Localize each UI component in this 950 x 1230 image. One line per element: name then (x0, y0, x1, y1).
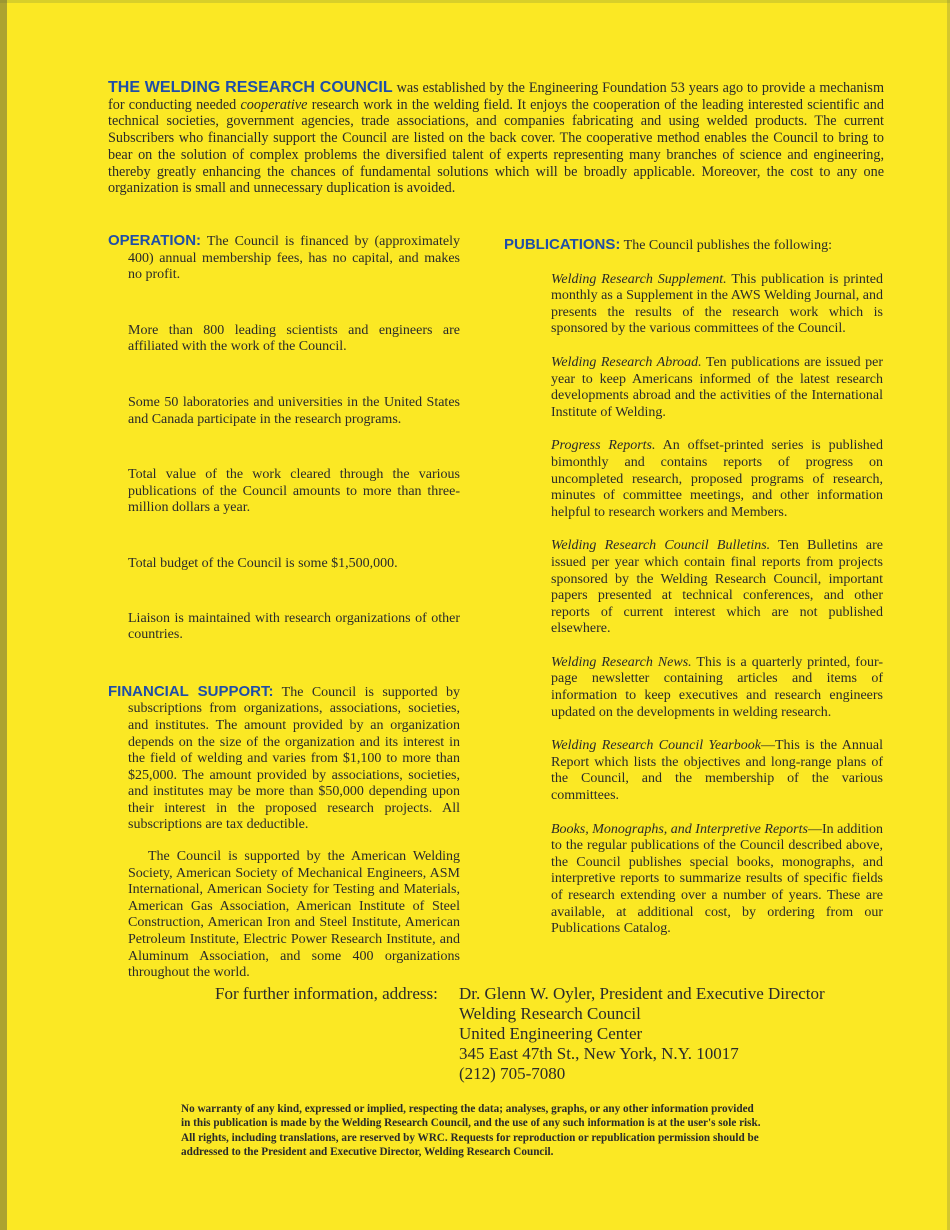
publications-paragraph (504, 237, 883, 255)
disclaimer-line: No warranty of any kind, expressed or implied, respecting the data; analyses, graphs, or any other information provided (181, 1103, 754, 1115)
contact-line: Dr. Glenn W. Oyler, President and Executive Director (459, 984, 825, 1003)
intro-heading: THE WELDING RESEARCH COUNCIL (108, 79, 393, 96)
operation-item: Total budget of the Council is some $1,500,000. (128, 555, 398, 571)
financial-paragraph-2: The Council is supported by the American Welding Society, American Society of Mechanical Engineers, ASM International, American Society for Testing and Materials, American Gas Association, American Institute of Steel Construction, American Iron and Steel Institute, American Petroleum Institute, Electric Power Research Institute, and Aluminum Association, and some 400 organizations throughout the world. (128, 849, 460, 981)
publication-entry (504, 822, 883, 938)
page-left-edge (0, 0, 7, 1230)
contact-line: United Engineering Center (459, 1024, 643, 1043)
contact-line: 345 East 47th St., New York, N.Y. 10017 (459, 1044, 739, 1063)
disclaimer-line: All rights, including translations, are reserved by WRC. Requests for reproduction or republication permission should be (181, 1131, 759, 1144)
disclaimer-line: in this publication is made by the Welding Research Council, and the use of any such information is at the user's sole risk. (181, 1117, 761, 1130)
publications-text: The Council publishes the following: (620, 238, 833, 253)
operation-item: Liaison is maintained with research organizations of other countries. (128, 610, 460, 643)
publications-heading: PUBLICATIONS: (504, 236, 621, 253)
publication-title: Welding Research Council Yearbook (551, 738, 761, 754)
publication-title: Welding Research News. (551, 654, 692, 670)
operation-paragraph (108, 233, 460, 284)
intro-text-a: was established by the Engineering Foundation 53 years ago to provide a mechanism for conducting needed (108, 80, 884, 113)
publication-text: Ten publications are issued per year to keep Americans informed of the latest research developments abroad and the activities of the International Institute of Welding. (551, 354, 883, 420)
publication-title: Books, Monographs, and Interpretive Reports (551, 821, 808, 837)
operation-item: Total value of the work cleared through the various publications of the Council amounts to more than three-million dollars a year. (128, 467, 460, 516)
operation-item: Some 50 laboratories and universities in the United States and Canada participate in the research programs. (128, 394, 460, 427)
contact-line: (212) 705-7080 (459, 1064, 566, 1083)
financial-heading: FINANCIAL SUPPORT: (108, 682, 274, 700)
disclaimer (181, 1102, 821, 1159)
publication-text: Ten Bulletins are issued per year which contain final reports from projects sponsored by the Welding Research Council, important papers presented at technical conferences, and other reports of current interest which are not published elsewhere. (551, 538, 884, 637)
publication-entry (504, 655, 883, 721)
publication-text: This publication is printed monthly as a Supplement in the AWS Welding Journal, and presents the results of the research work which is sponsored by the various committees of the Council. (551, 271, 883, 337)
contact-address (459, 984, 879, 1084)
intro-text-em: cooperative (240, 96, 308, 113)
publication-title: Welding Research Supplement. (551, 271, 727, 287)
disclaimer-line: addressed to the President and Executive Director, Welding Research Council. (181, 1145, 554, 1158)
publication-title: Welding Research Abroad. (551, 354, 702, 370)
intro-text-b: research work in the welding field. It enjoys the cooperation of the leading interested scientific and technical societies, government agencies, trade associations, and companies fabricating and using welded products. The current Subscribers who financially support the Council are listed on the back cover. The cooperative method enables the Council to bring to bear on the solution of complex problems the diversified talent of experts representing many branches of science and engineering, thereby greatly enhancing the chances of fundamental solutions which will be broadly applicable. Moreover, the cost to any one organization is small and unnecessary duplication is avoided. (108, 96, 884, 197)
operation-item: More than 800 leading scientists and engineers are affiliated with the work of the Council. (128, 322, 460, 355)
publication-entry (504, 438, 883, 521)
publication-entry (504, 738, 883, 804)
publication-text: This is a quarterly printed, four-page newsletter containing articles and items of information to keep executives and research engineers updated on the developments in welding research. (551, 654, 883, 720)
publication-text: An offset-printed series is published bimonthly and contains reports of progress on uncompleted research, proposed programs of research, minutes of committee meetings, and other information helpful to research workers and Members. (551, 438, 884, 520)
operation-text: The Council is financed by (approximately 400) annual membership fees, has no capital, and makes no profit. (128, 234, 460, 283)
left-column (108, 233, 460, 982)
contact-label: For further information, address: (215, 984, 438, 1003)
contact-line: Welding Research Council (459, 1004, 641, 1023)
publication-title: Progress Reports. (551, 438, 656, 454)
financial-paragraph (108, 684, 460, 834)
page-top-edge (0, 0, 950, 3)
intro-paragraph (108, 80, 884, 197)
publication-title: Welding Research Council Bulletins. (551, 538, 771, 554)
financial-text: The Council is supported by subscriptions from organizations, associations, societies, and institutes. The amount provided by an organization depends on the size of the organization and its interest in the field of welding and varies from $1,100 to more than $25,000. The amount provided by associations, societies, and institutes may be more than $50,000 depending upon their interest in the proposed research projects. All subscriptions are tax deductible. (128, 684, 460, 833)
operation-heading: OPERATION: (108, 232, 202, 249)
right-column (504, 237, 883, 938)
publication-text: —This is the Annual Report which lists the objectives and long-range plans of the Council, and the membership of the various committees. (551, 738, 883, 804)
publication-text: —In addition to the regular publications of the Council described above, the Council publishes special books, monographs, and interpretive reports to summarize results of specific fields of research extending over a number of years. These are available, at additional cost, by ordering from our Publications Catalog. (551, 821, 884, 937)
publication-entry (504, 538, 883, 638)
publication-entry (504, 355, 883, 421)
publication-entry (504, 272, 883, 338)
